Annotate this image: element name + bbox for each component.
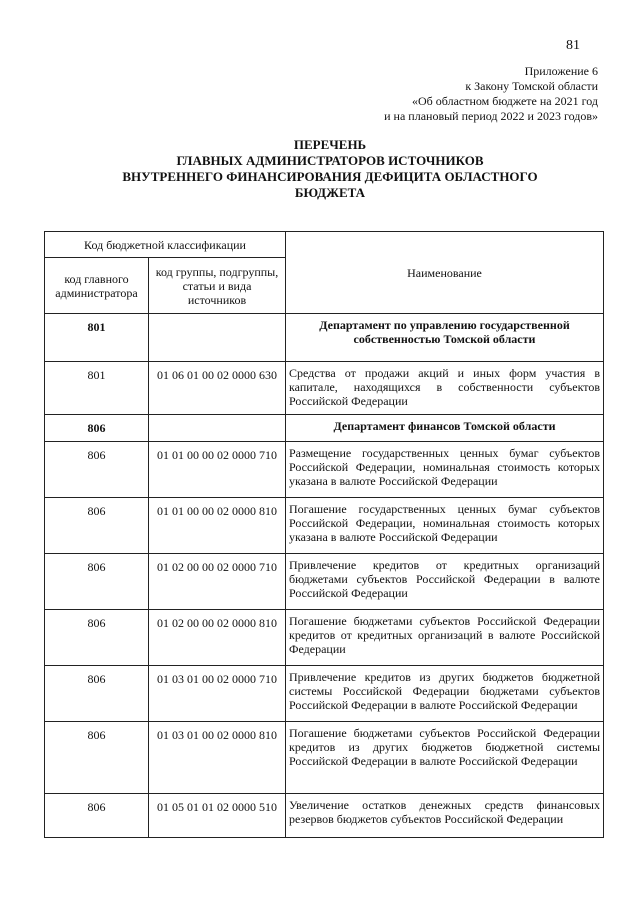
table-row: [45, 442, 604, 498]
admin-code-cell: 806: [45, 498, 149, 554]
table-row: [45, 362, 604, 415]
name-cell: Увеличение остатков денежных средств финансовых резервов бюджетов субъектов Российской Федерации: [286, 794, 604, 838]
name-cell: Погашение бюджетами субъектов Российской Федерации кредитов из других бюджетов бюджетной системы Российской Федерации в валюте Российской Федерации: [286, 722, 604, 794]
table-row: [45, 794, 604, 838]
title-line: ПЕРЕЧЕНЬ: [293, 137, 367, 152]
group-code-cell: 01 06 01 00 02 0000 630: [149, 362, 286, 415]
appendix-line: и на плановый период 2022 и 2023 годов»: [384, 109, 598, 123]
header-name: Наименование: [286, 232, 604, 314]
admin-code-cell: 806: [45, 442, 149, 498]
title-line: БЮДЖЕТА: [294, 185, 366, 200]
group-code-cell: 01 01 00 00 02 0000 810: [149, 498, 286, 554]
admin-code-cell: 806: [45, 794, 149, 838]
table-row: [45, 554, 604, 610]
document-title: [60, 137, 600, 201]
table-row: [45, 722, 604, 794]
name-cell: Средства от продажи акций и иных форм участия в капитале, находящихся в собственности субъектов Российской Федерации: [286, 362, 604, 415]
title-line: ГЛАВНЫХ АДМИНИСТРАТОРОВ ИСТОЧНИКОВ: [176, 153, 484, 168]
department-row: [45, 415, 604, 442]
name-cell: Размещение государственных ценных бумаг субъектов Российской Федерации, номинальная стоимость которых указана в валюте Российской Федерации: [286, 442, 604, 498]
admin-code-cell: 806: [45, 722, 149, 794]
group-code-cell: 01 02 00 00 02 0000 710: [149, 554, 286, 610]
page-number: 81: [566, 38, 580, 53]
name-cell: Погашение государственных ценных бумаг субъектов Российской Федерации, номинальная стоимость которых указана в валюте Российской Федерации: [286, 498, 604, 554]
header-classification: Код бюджетной классификации: [45, 232, 286, 258]
admin-code-cell: 801: [45, 362, 149, 415]
title-line: ВНУТРЕННЕГО ФИНАНСИРОВАНИЯ ДЕФИЦИТА ОБЛАСТНОГО: [122, 169, 538, 184]
group-code-cell: 01 05 01 01 02 0000 510: [149, 794, 286, 838]
admin-code-cell: 806: [45, 666, 149, 722]
appendix-line: «Об областном бюджете на 2021 год: [412, 94, 598, 108]
admin-code-cell: 806: [45, 610, 149, 666]
admin-code-cell: 806: [45, 415, 149, 442]
group-code-cell: 01 01 00 00 02 0000 710: [149, 442, 286, 498]
group-code-cell: 01 02 00 00 02 0000 810: [149, 610, 286, 666]
group-code-cell: 01 03 01 00 02 0000 810: [149, 722, 286, 794]
admin-code-cell: 806: [45, 554, 149, 610]
group-code-cell: [149, 314, 286, 362]
table-row: [45, 610, 604, 666]
department-row: [45, 314, 604, 362]
group-code-cell: 01 03 01 00 02 0000 710: [149, 666, 286, 722]
name-cell: Департамент финансов Томской области: [286, 415, 604, 442]
appendix-note: [278, 64, 598, 124]
table-row: [45, 498, 604, 554]
administrators-table: [44, 231, 604, 838]
appendix-line: Приложение 6: [524, 64, 598, 78]
name-cell: Погашение бюджетами субъектов Российской Федерации кредитов от кредитных организаций в валюте Российской Федерации: [286, 610, 604, 666]
name-cell: Привлечение кредитов от кредитных организаций бюджетами субъектов Российской Федерации в валюте Российской Федерации: [286, 554, 604, 610]
appendix-line: к Закону Томской области: [465, 79, 598, 93]
name-cell: Привлечение кредитов из других бюджетов бюджетной системы Российской Федерации бюджетами субъектов Российской Федерации в валюте Российской Федерации: [286, 666, 604, 722]
table-body: [45, 314, 604, 838]
group-code-cell: [149, 415, 286, 442]
name-cell: Департамент по управлению государственной собственностью Томской области: [286, 314, 604, 362]
admin-code-cell: 801: [45, 314, 149, 362]
header-admin-code: код главного администратора: [45, 258, 149, 314]
header-group-code: код группы, подгруппы, статьи и вида источников: [149, 258, 286, 314]
table-row: [45, 666, 604, 722]
